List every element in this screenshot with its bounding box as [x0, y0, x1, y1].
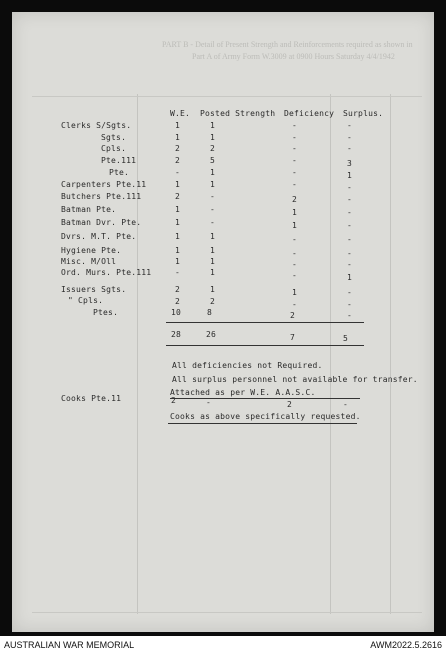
cell-we: 2	[175, 192, 181, 201]
cell-we: 2	[175, 285, 181, 294]
cell-posted: 8	[207, 308, 213, 317]
form-ruling	[390, 94, 391, 614]
cell-surplus: -	[347, 288, 353, 297]
cell-surplus: -	[347, 235, 353, 244]
cell-we: -	[175, 168, 181, 177]
note-deficiencies: All deficiencies not Required.	[172, 361, 323, 370]
row-label: Batman Pte.	[61, 205, 117, 214]
form-ruling	[32, 96, 422, 97]
cell-surplus: -	[347, 249, 353, 258]
row-label: Carpenters Pte.11	[61, 180, 147, 189]
cell-we: 2	[175, 156, 181, 165]
cell-deficiency: -	[292, 168, 298, 177]
cell-posted: 1	[210, 257, 216, 266]
row-label: Ptes.	[93, 308, 119, 317]
form-ruling	[32, 612, 422, 613]
note-attached: Attached as per W.E. A.A.S.C.	[170, 388, 316, 397]
row-label: Batman Dvr. Pte.	[61, 218, 142, 227]
cell-posted: 1	[210, 180, 216, 189]
cell-surplus: -	[347, 144, 353, 153]
row-label: Misc. M/Oll	[61, 257, 117, 266]
cell-we: 10	[171, 308, 182, 317]
row-label: Pte.111	[101, 156, 137, 165]
cell-we: 1	[175, 121, 181, 130]
cell-surplus: -	[347, 121, 353, 130]
cell-deficiency: -	[292, 260, 298, 269]
form-ruling	[330, 94, 331, 614]
cell-deficiency: -	[292, 235, 298, 244]
cell-posted: 1	[210, 232, 216, 241]
cell-posted: 1	[210, 246, 216, 255]
cell-we: 1	[175, 133, 181, 142]
cell-we: 1	[175, 257, 181, 266]
cell-deficiency: 1	[292, 221, 298, 230]
cooks-surplus: -	[343, 400, 349, 409]
cell-we: -	[175, 268, 181, 277]
total-surplus: 5	[343, 334, 349, 343]
cell-posted: 1	[210, 268, 216, 277]
total-posted: 26	[206, 330, 217, 339]
cell-we: 1	[175, 205, 181, 214]
cell-we: 2	[175, 297, 181, 306]
cell-surplus: -	[347, 260, 353, 269]
ghost-header-line-1: PART B - Detail of Present Strength and Reinforcements required as shown in	[162, 40, 413, 49]
cell-surplus: -	[347, 311, 353, 320]
header-posted-strength: Posted Strength	[200, 109, 276, 118]
cell-surplus: -	[347, 183, 353, 192]
cooks-posted: -	[206, 398, 212, 407]
cell-posted: 1	[210, 285, 216, 294]
cell-posted: -	[210, 218, 216, 227]
cell-deficiency: -	[292, 133, 298, 142]
cell-deficiency: -	[292, 156, 298, 165]
note-surplus: All surplus personnel not available for transfer.	[172, 375, 418, 384]
cell-surplus: -	[347, 221, 353, 230]
row-label: Butchers Pte.111	[61, 192, 142, 201]
row-label: Hygiene Pte.	[61, 246, 122, 255]
header-deficiency: Deficiency	[284, 109, 335, 118]
cell-posted: 1	[210, 121, 216, 130]
cell-deficiency: 2	[290, 311, 296, 320]
row-label: Sgts.	[101, 133, 127, 142]
row-label: Clerks S/Sgts.	[61, 121, 132, 130]
header-we: W.E.	[170, 109, 191, 118]
cell-posted: 2	[210, 144, 216, 153]
total-deficiency: 7	[290, 333, 296, 342]
row-label: Issuers Sgts.	[61, 285, 127, 294]
totals-top-rule	[166, 322, 364, 323]
cooks-we: 2	[171, 396, 177, 405]
cell-posted: 1	[210, 133, 216, 142]
cell-we: 1	[175, 180, 181, 189]
footer-accession-number: AWM2022.5.2616	[370, 640, 442, 650]
cell-deficiency: -	[292, 300, 298, 309]
cell-deficiency: -	[292, 271, 298, 280]
form-ruling	[137, 94, 138, 614]
cell-deficiency: -	[292, 180, 298, 189]
cell-surplus: 1	[347, 171, 353, 180]
cell-posted: 1	[210, 168, 216, 177]
cell-we: 1	[175, 232, 181, 241]
row-label: " Cpls.	[68, 296, 104, 305]
note-cooks-requested: Cooks as above specifically requested.	[170, 412, 361, 421]
cell-posted: -	[210, 192, 216, 201]
ghost-header-line-2: Part A of Army Form W.3009 at 0900 Hours Saturday 4/4/1942	[192, 52, 395, 61]
footer-institution: AUSTRALIAN WAR MEMORIAL	[4, 640, 135, 650]
cell-surplus: -	[347, 133, 353, 142]
header-surplus: Surplus.	[343, 109, 384, 118]
row-label: Pte.	[109, 168, 130, 177]
row-label: Ord. Murs. Pte.111	[61, 268, 152, 277]
row-label: Dvrs. M.T. Pte.	[61, 232, 137, 241]
cell-surplus: -	[347, 195, 353, 204]
cell-posted: 2	[210, 297, 216, 306]
cell-posted: 5	[210, 156, 216, 165]
totals-bottom-rule	[166, 345, 364, 346]
cell-deficiency: -	[292, 144, 298, 153]
total-we: 28	[171, 330, 182, 339]
note-attached-underline	[170, 398, 360, 399]
cell-deficiency: -	[292, 249, 298, 258]
row-label: Cpls.	[101, 144, 127, 153]
cooks-deficiency: 2	[287, 400, 293, 409]
cooks-label: Cooks Pte.11	[61, 394, 122, 403]
cell-we: 2	[175, 144, 181, 153]
cell-surplus: 1	[347, 273, 353, 282]
cell-we: 1	[175, 218, 181, 227]
cell-we: 1	[175, 246, 181, 255]
cell-deficiency: 1	[292, 208, 298, 217]
cell-surplus: 3	[347, 159, 353, 168]
cell-posted: -	[210, 205, 216, 214]
note-cooks-underline	[168, 423, 357, 424]
cell-surplus: -	[347, 208, 353, 217]
cell-surplus: -	[347, 300, 353, 309]
cell-deficiency: 2	[292, 195, 298, 204]
cell-deficiency: 1	[292, 288, 298, 297]
cell-deficiency: -	[292, 121, 298, 130]
